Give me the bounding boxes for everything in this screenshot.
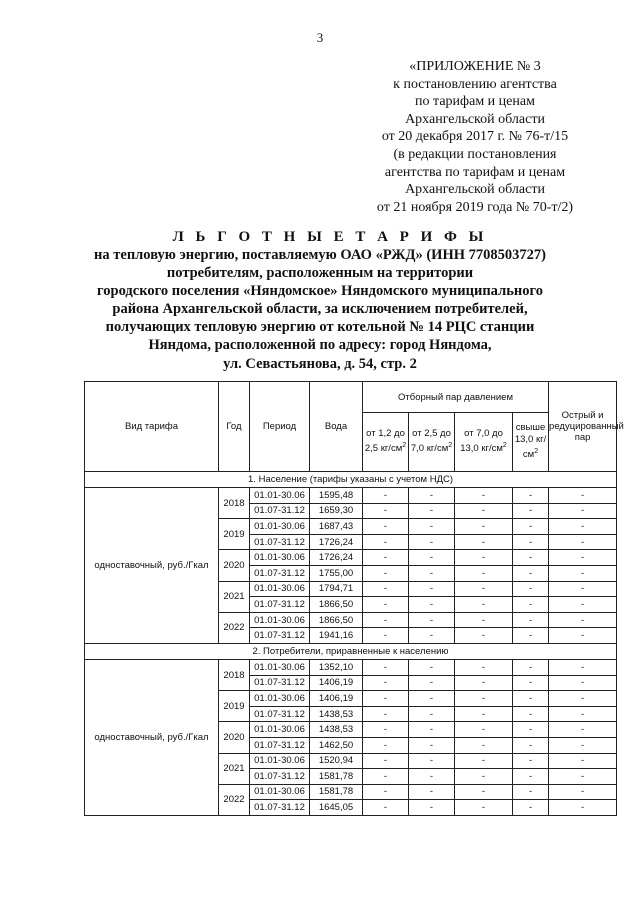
period-cell: 01.01-30.06 (250, 581, 310, 597)
period-cell: 01.07-31.12 (250, 675, 310, 691)
empty-value-cell: - (363, 534, 409, 550)
empty-value-cell: - (455, 691, 513, 707)
empty-value-cell: - (549, 769, 617, 785)
period-cell: 01.01-30.06 (250, 488, 310, 504)
empty-value-cell: - (549, 753, 617, 769)
empty-value-cell: - (455, 722, 513, 738)
empty-value-cell: - (409, 519, 455, 535)
empty-value-cell: - (363, 659, 409, 675)
empty-value-cell: - (363, 784, 409, 800)
empty-value-cell: - (513, 659, 549, 675)
empty-value-cell: - (363, 800, 409, 816)
empty-value-cell: - (363, 628, 409, 644)
empty-value-cell: - (409, 675, 455, 691)
empty-value-cell: - (549, 581, 617, 597)
period-cell: 01.07-31.12 (250, 503, 310, 519)
water-value-cell: 1520,94 (310, 753, 363, 769)
empty-value-cell: - (513, 534, 549, 550)
period-cell: 01.01-30.06 (250, 659, 310, 675)
empty-value-cell: - (409, 659, 455, 675)
water-value-cell: 1645,05 (310, 800, 363, 816)
empty-value-cell: - (513, 706, 549, 722)
period-cell: 01.01-30.06 (250, 691, 310, 707)
empty-value-cell: - (363, 706, 409, 722)
empty-value-cell: - (363, 503, 409, 519)
empty-value-cell: - (455, 612, 513, 628)
empty-value-cell: - (455, 581, 513, 597)
empty-value-cell: - (549, 519, 617, 535)
header-steam-3-text: от 7,0 до 13,0 кг/см (460, 428, 503, 455)
water-value-cell: 1726,24 (310, 550, 363, 566)
empty-value-cell: - (513, 784, 549, 800)
empty-value-cell: - (513, 769, 549, 785)
empty-value-cell: - (549, 503, 617, 519)
water-value-cell: 1438,53 (310, 722, 363, 738)
unit-superscript: 2 (448, 442, 453, 450)
period-cell: 01.07-31.12 (250, 534, 310, 550)
empty-value-cell: - (513, 691, 549, 707)
empty-value-cell: - (409, 769, 455, 785)
empty-value-cell: - (455, 784, 513, 800)
subtitle-line: потребителям, расположенным на территории (166, 265, 474, 282)
empty-value-cell: - (409, 800, 455, 816)
empty-value-cell: - (409, 691, 455, 707)
empty-value-cell: - (455, 503, 513, 519)
empty-value-cell: - (549, 612, 617, 628)
empty-value-cell: - (363, 550, 409, 566)
water-value-cell: 1866,50 (310, 612, 363, 628)
empty-value-cell: - (409, 503, 455, 519)
empty-value-cell: - (409, 534, 455, 550)
tariff-name-cell: одноставочный, руб./Гкал (85, 659, 219, 815)
period-cell: 01.07-31.12 (250, 706, 310, 722)
period-cell: 01.01-30.06 (250, 519, 310, 535)
water-value-cell: 1755,00 (310, 565, 363, 581)
empty-value-cell: - (455, 769, 513, 785)
page-number: 3 (316, 30, 324, 45)
period-cell: 01.07-31.12 (250, 628, 310, 644)
empty-value-cell: - (513, 550, 549, 566)
approval-block (340, 58, 610, 216)
empty-value-cell: - (409, 597, 455, 613)
empty-value-cell: - (549, 488, 617, 504)
water-value-cell: 1406,19 (310, 675, 363, 691)
empty-value-cell: - (513, 612, 549, 628)
subtitle-line: на тепловую энергию, поставляемую ОАО «РЖД» (ИНН 7708503727) (94, 247, 546, 263)
empty-value-cell: - (455, 628, 513, 644)
empty-value-cell: - (363, 737, 409, 753)
empty-value-cell: - (513, 581, 549, 597)
empty-value-cell: - (549, 628, 617, 644)
empty-value-cell: - (549, 722, 617, 738)
year-cell: 2021 (219, 753, 250, 784)
approval-line: от 20 декабря 2017 г. № 76-т/15 (381, 129, 569, 145)
empty-value-cell: - (455, 597, 513, 613)
empty-value-cell: - (455, 706, 513, 722)
period-cell: 01.07-31.12 (250, 800, 310, 816)
empty-value-cell: - (455, 550, 513, 566)
empty-value-cell: - (363, 488, 409, 504)
empty-value-cell: - (549, 659, 617, 675)
empty-value-cell: - (409, 612, 455, 628)
water-value-cell: 1462,50 (310, 737, 363, 753)
empty-value-cell: - (455, 519, 513, 535)
subtitle-line: городского поселения «Няндомское» Няндомского муниципального (97, 283, 543, 300)
empty-value-cell: - (549, 737, 617, 753)
empty-value-cell: - (513, 488, 549, 504)
water-value-cell: 1866,50 (310, 597, 363, 613)
empty-value-cell: - (549, 550, 617, 566)
year-cell: 2018 (219, 488, 250, 519)
header-steam-2 (409, 413, 455, 472)
header-period: Период (250, 382, 310, 472)
approval-line: от 21 ноября 2019 года № 70-т/2) (376, 199, 574, 215)
empty-value-cell: - (455, 565, 513, 581)
empty-value-cell: - (513, 753, 549, 769)
approval-line: Архангельской области (405, 111, 545, 127)
water-value-cell: 1352,10 (310, 659, 363, 675)
empty-value-cell: - (409, 550, 455, 566)
period-cell: 01.07-31.12 (250, 565, 310, 581)
empty-value-cell: - (549, 691, 617, 707)
empty-value-cell: - (455, 488, 513, 504)
empty-value-cell: - (455, 534, 513, 550)
period-cell: 01.07-31.12 (250, 737, 310, 753)
subtitle-line: Няндома, расположенной по адресу: город Няндома, (148, 337, 492, 354)
empty-value-cell: - (549, 706, 617, 722)
empty-value-cell: - (513, 722, 549, 738)
tariff-name-cell: одноставочный, руб./Гкал (85, 488, 219, 644)
period-cell: 01.01-30.06 (250, 722, 310, 738)
empty-value-cell: - (363, 581, 409, 597)
empty-value-cell: - (363, 675, 409, 691)
subtitle-line: получающих тепловую энергию от котельной № 14 РЦС станции (105, 319, 535, 336)
header-year: Год (219, 382, 250, 472)
header-steam-2-text: от 2,5 до 7,0 кг/см (410, 428, 451, 455)
year-cell: 2019 (219, 691, 250, 722)
approval-line: по тарифам и ценам (415, 94, 535, 110)
section-title: 1. Население (тарифы указаны с учетом НДС) (85, 472, 617, 488)
table-row (85, 488, 617, 504)
period-cell: 01.01-30.06 (250, 612, 310, 628)
period-cell: 01.01-30.06 (250, 784, 310, 800)
table-row (85, 659, 617, 675)
water-value-cell: 1659,30 (310, 503, 363, 519)
header-steam-4-text: свыше 13,0 кг/см (514, 422, 547, 461)
empty-value-cell: - (409, 753, 455, 769)
year-cell: 2021 (219, 581, 250, 612)
empty-value-cell: - (363, 519, 409, 535)
header-steam-3 (455, 413, 513, 472)
empty-value-cell: - (409, 581, 455, 597)
empty-value-cell: - (455, 659, 513, 675)
header-steam-1-text: от 1,2 до 2,5 кг/см (364, 428, 405, 455)
water-value-cell: 1941,16 (310, 628, 363, 644)
empty-value-cell: - (549, 565, 617, 581)
water-value-cell: 1581,78 (310, 784, 363, 800)
empty-value-cell: - (513, 519, 549, 535)
approval-line: (в редакции постановления (393, 146, 557, 162)
empty-value-cell: - (409, 565, 455, 581)
water-value-cell: 1406,19 (310, 691, 363, 707)
empty-value-cell: - (549, 597, 617, 613)
water-value-cell: 1726,24 (310, 534, 363, 550)
empty-value-cell: - (549, 784, 617, 800)
year-cell: 2022 (219, 784, 250, 815)
header-steam-1 (363, 413, 409, 472)
empty-value-cell: - (513, 565, 549, 581)
year-cell: 2018 (219, 659, 250, 690)
empty-value-cell: - (363, 565, 409, 581)
empty-value-cell: - (409, 488, 455, 504)
water-value-cell: 1687,43 (310, 519, 363, 535)
empty-value-cell: - (409, 722, 455, 738)
empty-value-cell: - (363, 769, 409, 785)
period-cell: 01.01-30.06 (250, 753, 310, 769)
empty-value-cell: - (549, 534, 617, 550)
empty-value-cell: - (549, 675, 617, 691)
header-steam-4 (513, 413, 549, 472)
year-cell: 2022 (219, 612, 250, 643)
empty-value-cell: - (363, 753, 409, 769)
subtitle-line: ул. Севастьянова, д. 54, стр. 2 (223, 355, 417, 372)
header-tariff-type: Вид тарифа (85, 382, 219, 472)
water-value-cell: 1581,78 (310, 769, 363, 785)
empty-value-cell: - (455, 737, 513, 753)
empty-value-cell: - (363, 691, 409, 707)
period-cell: 01.07-31.12 (250, 769, 310, 785)
unit-superscript: 2 (534, 448, 539, 456)
document-title: Л Ь Г О Т Н Ы Е Т А Р И Ф Ы (172, 229, 488, 245)
water-value-cell: 1794,71 (310, 581, 363, 597)
water-value-cell: 1595,48 (310, 488, 363, 504)
year-cell: 2020 (219, 550, 250, 581)
water-value-cell: 1438,53 (310, 706, 363, 722)
empty-value-cell: - (513, 628, 549, 644)
empty-value-cell: - (363, 612, 409, 628)
approval-line: агентства по тарифам и ценам (384, 164, 566, 180)
empty-value-cell: - (363, 722, 409, 738)
empty-value-cell: - (409, 628, 455, 644)
empty-value-cell: - (513, 800, 549, 816)
section-title: 2. Потребители, приравненные к населению (85, 643, 617, 659)
document-heading (0, 229, 640, 373)
empty-value-cell: - (513, 675, 549, 691)
empty-value-cell: - (409, 737, 455, 753)
empty-value-cell: - (409, 706, 455, 722)
header-sharp-steam: Острый и редуцированный пар (549, 382, 617, 472)
tariff-table (84, 381, 624, 816)
empty-value-cell: - (549, 800, 617, 816)
empty-value-cell: - (455, 800, 513, 816)
empty-value-cell: - (409, 784, 455, 800)
empty-value-cell: - (513, 503, 549, 519)
year-cell: 2020 (219, 722, 250, 753)
unit-superscript: 2 (402, 442, 407, 450)
unit-superscript: 2 (502, 442, 507, 450)
empty-value-cell: - (455, 675, 513, 691)
header-steam-group: Отборный пар давлением (363, 382, 549, 413)
header-water: Вода (310, 382, 363, 472)
empty-value-cell: - (513, 597, 549, 613)
subtitle-line: района Архангельской области, за исключением потребителей, (112, 301, 528, 318)
period-cell: 01.01-30.06 (250, 550, 310, 566)
period-cell: 01.07-31.12 (250, 597, 310, 613)
approval-line: «ПРИЛОЖЕНИЕ № 3 (409, 59, 541, 74)
approval-line: к постановлению агентства (393, 76, 557, 92)
empty-value-cell: - (363, 597, 409, 613)
empty-value-cell: - (455, 753, 513, 769)
empty-value-cell: - (513, 737, 549, 753)
approval-line: Архангельской области (405, 182, 545, 198)
year-cell: 2019 (219, 519, 250, 550)
